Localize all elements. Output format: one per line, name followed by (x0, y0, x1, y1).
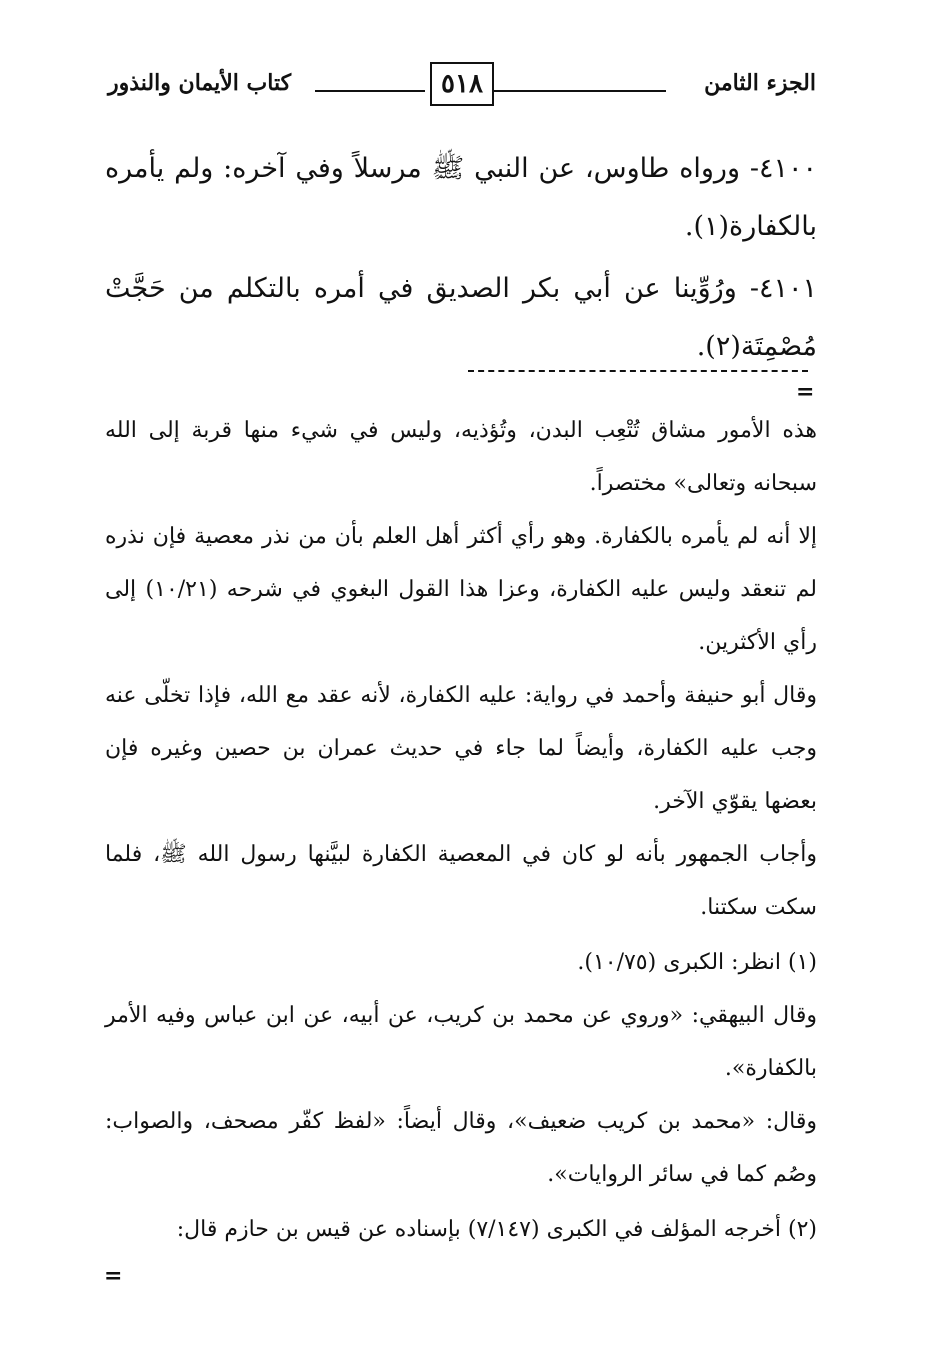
continuation-mark-top: = (796, 379, 815, 405)
note-continued-3: وقال أبو حنيفة وأحمد في رواية: عليه الكفارة، لأنه عقد مع الله، فإذا تخلّى عنه وجب عليه الكفارة، وأيضاً لما جاء في حديث عمران بن حصين وغيره فإن بعضها يقوّي الآخر. (105, 683, 817, 814)
volume-label: الجزء الثامن (704, 70, 816, 96)
continuation-mark-bottom: = (104, 1263, 123, 1289)
header-rule-left (315, 90, 425, 92)
footnote-1-line-3: وقال: «محمد بن كريب ضعيف»، وقال أيضاً: «لفظ كفّر مصحف، والصواب: وصُم كما في سائر الروايات». (105, 1109, 817, 1187)
footnote-2-line-1: (٢) أخرجه المؤلف في الكبرى (٧/١٤٧) بإسناده عن قيس بن حازم قال: (176, 1217, 817, 1242)
page-header (100, 62, 816, 116)
note-continued-2: إلا أنه لم يأمره بالكفارة. وهو رأي أكثر أهل العلم بأن من نذر معصية فإن نذره لم تنعقد وليس عليه الكفارة، وعزا هذا القول البغوي في شرحه (١٠/٢١) إلى رأي الأكثرين. (105, 524, 817, 655)
header-rule-right (481, 90, 666, 92)
footnote-1-line-1: (١) انظر: الكبرى (١٠/٧٥). (577, 950, 817, 975)
main-text (105, 140, 817, 380)
note-continued-4: وأجاب الجمهور بأنه لو كان في المعصية الكفارة لبيَّنها رسول الله ﷺ، فلما سكت سكتنا. (105, 842, 817, 920)
footnotes (105, 404, 817, 1256)
footnote-separator (468, 370, 808, 372)
hadith-4101: ٤١٠١- ورُوِّينا عن أبي بكر الصديق في أمره بالتكلم من حَجَّتْ مُصْمِتَة(٢). (105, 273, 817, 362)
footnote-1-line-2: وقال البيهقي: «وروي عن محمد بن كريب، عن أبيه، عن ابن عباس وفيه الأمر بالكفارة». (105, 1003, 817, 1081)
note-continued-1: هذه الأمور مشاق تُتْعِب البدن، وتُؤذيه، وليس في شيء منها قربة إلى الله سبحانه وتعالى» مختصراً. (105, 418, 817, 496)
page-number: ٥١٨ (430, 62, 494, 106)
book-title: كتاب الأيمان والنذور (108, 70, 292, 96)
hadith-4100: ٤١٠٠- ورواه طاوس، عن النبي ﷺ مرسلاً وفي آخره: ولم يأمره بالكفارة(١). (105, 153, 817, 242)
